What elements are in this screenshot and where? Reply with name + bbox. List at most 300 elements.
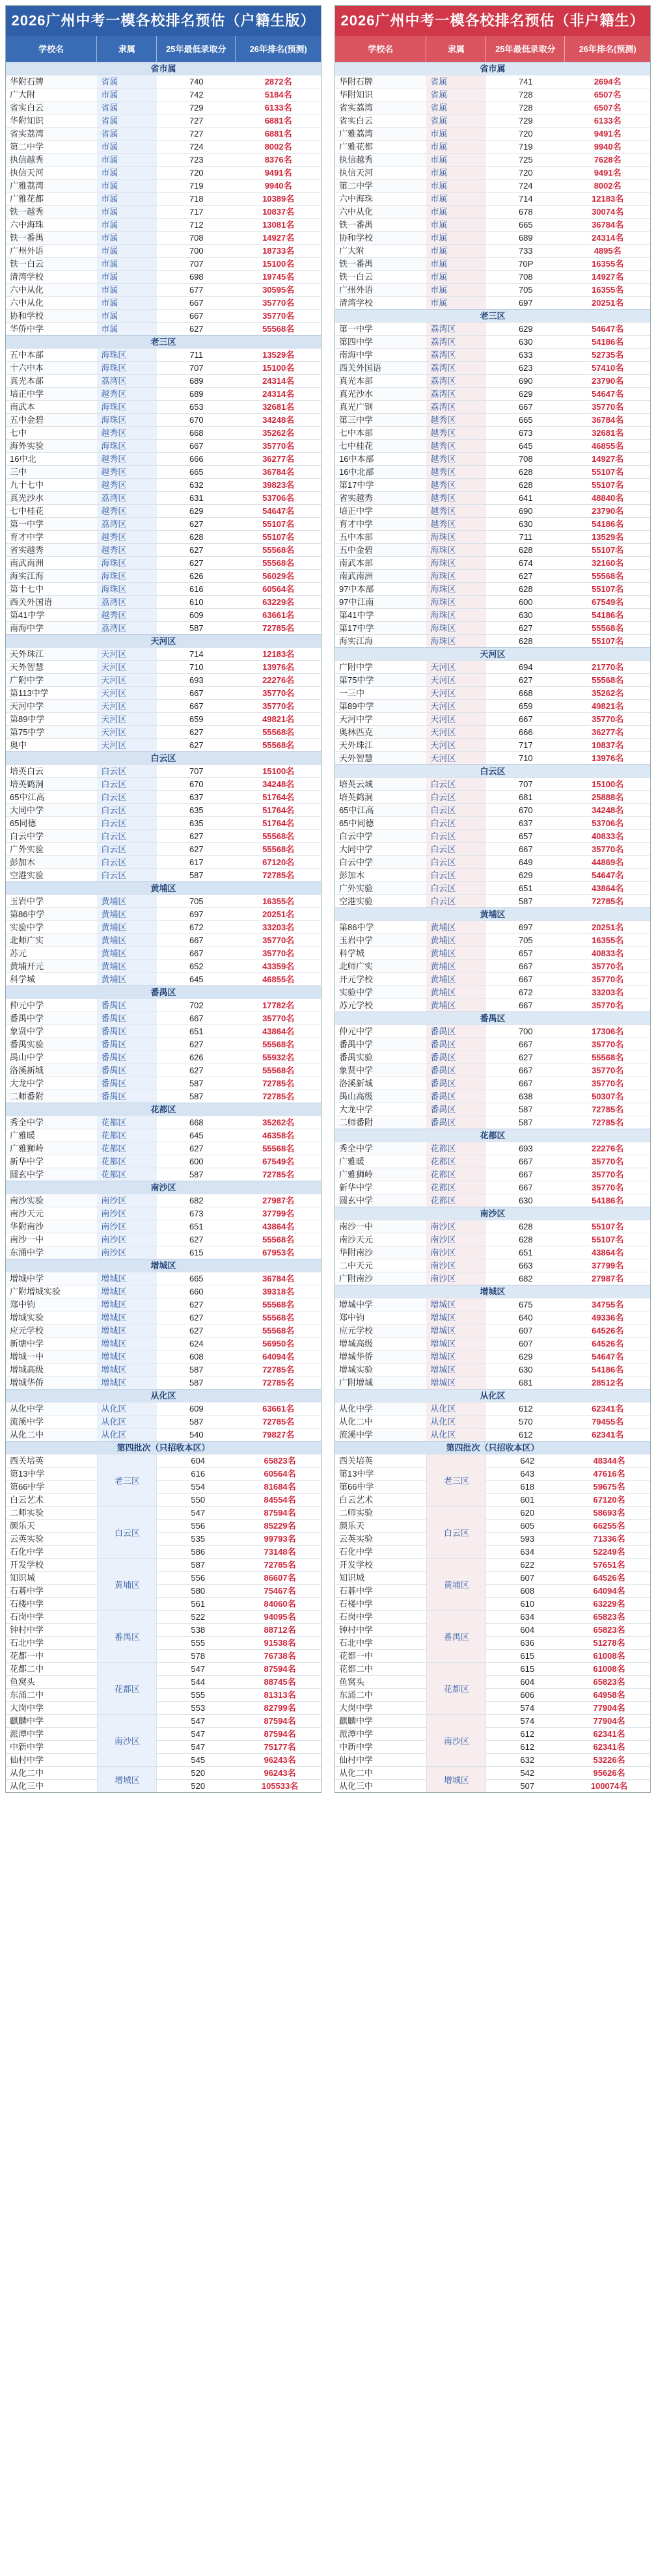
district: 天河区 [97,726,157,738]
school-name: 南海中学 [6,622,97,634]
school-name: 北师广实 [6,934,97,946]
predicted-rank: 6881名 [264,116,292,126]
predicted-rank: 54647名 [592,1352,624,1362]
district: 海珠区 [426,635,486,647]
predicted-rank: 36277名 [592,727,624,737]
district: 越秀区 [426,440,486,452]
table-row [335,986,650,999]
table-row [157,1545,321,1558]
batch-value-col [157,1766,321,1792]
school-name: 白云艺术 [10,1495,44,1505]
school-name: 花都二中 [339,1664,374,1674]
table-row [335,1701,426,1714]
predicted-rank: 66255名 [593,1521,625,1531]
district: 番禺区 [97,1051,157,1064]
min-score: 618 [520,1482,535,1492]
min-score: 707 [189,766,204,776]
batch-value-col [157,1662,321,1714]
school-name: 执信天河 [339,168,374,178]
district: 越秀区 [97,427,157,439]
school-name: 省实越秀 [6,544,97,556]
district: 南沙区 [97,1220,157,1233]
table-row [335,1155,650,1168]
school-name: 开发学校 [339,1560,374,1570]
min-score: 652 [189,961,204,971]
district: 白云区 [426,791,486,803]
school-name: 真光本部 [339,376,374,386]
school-name: 西关培英 [10,1456,44,1466]
school-name: 中新中学 [339,1742,374,1752]
table-row [6,1168,321,1181]
section-header: 番禺区 [6,986,321,999]
district: 荔湾区 [97,492,157,504]
batch-section-header: 第四批次（只招收本区） [335,1441,650,1454]
min-score: 627 [518,571,533,581]
min-score: 667 [518,1040,533,1049]
predicted-rank: 55568名 [262,844,295,854]
district: 天河区 [97,713,157,725]
table-row [335,894,650,907]
min-score: 689 [518,233,533,243]
table-row [6,504,321,517]
school-name: 培英云城 [335,778,426,790]
predicted-rank: 55568名 [262,1040,295,1049]
batch-area: 老三区 [426,1454,486,1506]
district: 番禺区 [97,1090,157,1103]
header-school: 学校名 [335,36,426,62]
school-name: 广雅狮岭 [335,1168,426,1181]
header-district: 隶属 [426,36,486,62]
district: 越秀区 [426,427,486,439]
predicted-rank: 94095名 [264,1612,296,1622]
table-row [335,88,650,101]
min-score: 520 [191,1781,206,1791]
district: 增城区 [97,1376,157,1389]
min-score: 667 [518,402,533,412]
predicted-rank: 2872名 [264,77,292,87]
school-name: 应元学校 [6,1324,97,1337]
district: 白云区 [97,830,157,842]
min-score: 702 [189,1000,204,1010]
school-name: 仙村中学 [339,1755,374,1765]
district: 海珠区 [426,583,486,595]
predicted-rank: 55107名 [592,467,624,477]
school-name: 圆玄中学 [6,1168,97,1181]
min-score: 667 [518,1183,533,1192]
predicted-rank: 10837名 [262,207,295,217]
predicted-rank: 72785名 [262,623,295,633]
district: 市属 [426,232,486,244]
predicted-rank: 105533名 [261,1781,299,1791]
predicted-rank: 35770名 [592,961,624,971]
school-name: 派潭中学 [339,1729,374,1739]
school-name: 新华中学 [10,1157,44,1166]
min-score: 708 [189,233,204,243]
district: 南沙区 [97,1207,157,1220]
min-score: 668 [189,1118,204,1127]
table-row [157,1467,321,1480]
school-name: 花都一中 [339,1651,374,1661]
batch-value-col [157,1558,321,1610]
batch-school-col [335,1610,426,1662]
school-name: 番禺实验 [6,1038,97,1051]
table-row [6,1675,97,1688]
table-row [6,127,321,140]
district: 越秀区 [97,544,157,556]
table-row [6,868,321,881]
school-name: 黄埔开元 [6,960,97,973]
school-name: 流溪中学 [10,1417,44,1427]
batch-school-col [6,1662,97,1714]
school-name: 广外实验 [335,882,426,894]
predicted-rank: 19745名 [262,272,295,282]
school-name: 增城一中 [6,1350,97,1363]
predicted-rank: 46855名 [262,974,295,984]
school-name: 鱼窝头 [10,1677,36,1687]
predicted-rank: 55568名 [262,1313,295,1322]
table-row [157,1779,321,1792]
min-score: 605 [520,1521,535,1531]
table-row [486,1766,650,1779]
min-score: 642 [520,1456,535,1466]
predicted-rank: 55568名 [592,1053,624,1062]
batch-school-col [6,1454,97,1506]
district: 越秀区 [97,453,157,465]
table-row [335,777,650,790]
predicted-rank: 72785名 [262,1417,295,1427]
predicted-rank: 55107名 [262,532,295,542]
predicted-rank: 39823名 [262,480,295,490]
school-name: 铁一越秀 [6,206,97,218]
table-row [6,738,321,751]
predicted-rank: 56029名 [262,571,295,581]
school-name: 华附石牌 [335,75,426,88]
district: 市属 [97,180,157,192]
school-name: 天河中学 [339,714,374,724]
school-name: 培正中学 [6,388,97,400]
school-name: 省实越秀 [335,492,426,504]
school-name: 三中 [6,466,97,478]
predicted-rank: 10837名 [592,740,624,750]
predicted-rank: 55107名 [592,636,624,646]
predicted-rank: 20251名 [592,922,624,932]
district: 海珠区 [426,609,486,621]
district: 天河区 [426,739,486,751]
min-score: 587 [189,1092,204,1101]
predicted-rank: 62341名 [593,1742,625,1752]
predicted-rank: 62341名 [592,1430,624,1440]
school-name: 鱼窝头 [339,1677,365,1687]
predicted-rank: 40833名 [592,831,624,841]
predicted-rank: 9491名 [594,168,622,178]
table-row [335,959,650,973]
predicted-rank: 81313名 [264,1690,296,1700]
predicted-rank: 35262名 [262,428,295,438]
table-row [6,1545,97,1558]
table-row [6,660,321,673]
batch-group [335,1662,650,1714]
district: 白云区 [97,856,157,868]
predicted-rank: 13529名 [262,350,295,360]
district: 荔湾区 [426,375,486,387]
school-name: 花都二中 [10,1664,44,1674]
school-name: 派潭中学 [10,1729,44,1739]
school-name: 清湾学校 [10,272,44,282]
predicted-rank: 88712名 [264,1625,296,1635]
school-name: 白云中学 [6,830,97,842]
table-row [6,543,321,556]
school-name: 大同中学 [339,844,374,854]
min-score: 711 [189,350,204,360]
predicted-rank: 15100名 [592,779,624,789]
table-row [335,725,650,738]
district: 番禺区 [426,1090,486,1103]
school-name: 中新中学 [10,1742,44,1752]
predicted-rank: 64958名 [593,1690,625,1700]
predicted-rank: 99793名 [264,1534,296,1544]
district: 南沙区 [97,1194,157,1207]
district: 南沙区 [97,1246,157,1259]
table-row [335,1116,650,1129]
batch-value-col [157,1610,321,1662]
min-score: 719 [189,181,204,191]
batch-group [335,1454,650,1506]
min-score: 610 [520,1599,535,1609]
table-row [6,920,321,933]
school-name: 铁一白云 [6,258,97,270]
min-score: 651 [518,883,533,893]
min-score: 635 [189,818,204,828]
school-name: 华附石牌 [6,75,97,88]
table-row [6,556,321,569]
predicted-rank: 86607名 [264,1573,296,1583]
district: 增城区 [426,1376,486,1389]
predicted-rank: 65823名 [593,1625,625,1635]
table-row [6,1701,97,1714]
predicted-rank: 54647名 [592,324,624,334]
district: 白云区 [97,869,157,881]
district: 越秀区 [97,609,157,621]
table-row [6,1129,321,1142]
predicted-rank: 35770名 [592,1000,624,1010]
predicted-rank: 27987名 [262,1196,295,1205]
min-score: 620 [520,1508,535,1518]
table-row [335,946,650,959]
min-score: 682 [518,1274,533,1283]
predicted-rank: 72785名 [262,1365,295,1375]
district: 市属 [97,154,157,166]
table-row [335,257,650,270]
table-row [6,764,321,777]
school-name: 科学城 [339,948,365,958]
school-name: 二师实验 [10,1508,44,1518]
predicted-rank: 34755名 [592,1300,624,1309]
predicted-rank: 35770名 [592,1079,624,1088]
predicted-rank: 53706名 [592,818,624,828]
min-score: 665 [189,1274,204,1283]
min-score: 667 [189,441,204,451]
district: 白云区 [426,882,486,894]
batch-value-col [486,1506,650,1558]
min-score: 697 [518,922,533,932]
district: 黄埔区 [426,934,486,946]
table-row [486,1649,650,1662]
min-score: 547 [191,1716,206,1726]
min-score: 609 [189,1404,204,1414]
predicted-rank: 43359名 [262,961,295,971]
min-score: 710 [518,753,533,763]
school-name: 广雅狮岭 [6,1142,97,1155]
min-score: 604 [191,1456,206,1466]
table-row [335,569,650,582]
table-row [335,1662,426,1675]
batch-value-col [486,1610,650,1662]
predicted-rank: 54186名 [592,1365,624,1375]
district: 番禺区 [426,1077,486,1090]
min-score: 630 [518,519,533,529]
table-row [335,1259,650,1272]
school-name: 天河中学 [6,700,97,712]
predicted-rank: 6133名 [594,116,622,126]
section-header: 增城区 [6,1259,321,1272]
school-name: 南武南洲 [10,558,44,568]
predicted-rank: 48344名 [593,1456,625,1466]
table-row [335,973,650,986]
district: 市属 [426,193,486,205]
school-name: 南沙实验 [6,1194,97,1207]
min-score: 587 [189,1079,204,1088]
table-row [335,1558,426,1571]
table-row [157,1714,321,1727]
school-name: 大岗中学 [339,1703,374,1713]
district: 白云区 [97,843,157,855]
table-row [157,1454,321,1467]
table-row [335,751,650,764]
district: 番禺区 [97,1038,157,1051]
school-name: 颜乐天 [10,1521,36,1531]
predicted-rank: 51764名 [262,818,295,828]
district: 海珠区 [97,557,157,569]
table-row [486,1675,650,1688]
district: 天河区 [97,648,157,660]
school-name: 增城高级 [339,1339,374,1348]
predicted-rank: 51764名 [262,805,295,815]
table-row [486,1740,650,1753]
table-row [335,1467,426,1480]
table-row [6,1064,321,1077]
district: 白云区 [426,843,486,855]
predicted-rank: 6507名 [594,90,622,100]
table-row [6,1714,97,1727]
predicted-rank: 32681名 [592,428,624,438]
school-name: 从化二中 [339,1417,374,1427]
predicted-rank: 64094名 [593,1586,625,1596]
district: 市属 [426,271,486,283]
table-row [486,1662,650,1675]
min-score: 553 [191,1703,206,1713]
table-row [6,218,321,231]
district: 黄埔区 [97,947,157,959]
district: 荔湾区 [97,596,157,608]
district: 花都区 [97,1129,157,1142]
school-name: 华附南沙 [335,1246,426,1259]
batch-value-col [157,1506,321,1558]
predicted-rank: 33203名 [262,922,295,932]
min-score: 651 [189,1222,204,1231]
min-score: 608 [189,1352,204,1362]
table-row [335,296,650,309]
table-row [6,1337,321,1350]
table-row [335,1324,650,1337]
table-row [335,127,650,140]
table-row [335,166,650,179]
school-name: 第75中学 [335,674,426,686]
school-name: 广外实验 [10,844,44,854]
table-row [486,1480,650,1493]
school-name: 天外珠江 [6,648,97,660]
school-name: 广大附 [10,90,36,100]
predicted-rank: 55568名 [262,740,295,750]
section-header: 增城区 [335,1285,650,1298]
predicted-rank: 87594名 [264,1508,296,1518]
school-name: 石北中学 [10,1638,44,1648]
table-row [6,387,321,400]
min-score: 540 [189,1430,204,1440]
batch-school-col [335,1714,426,1766]
min-score: 547 [191,1742,206,1752]
school-name: 科学城 [10,974,36,984]
min-score: 587 [518,1105,533,1114]
table-row [6,1519,97,1532]
min-score: 609 [189,610,204,620]
school-name: 铁一番禺 [6,232,97,244]
district: 越秀区 [97,505,157,517]
table-row [6,1376,321,1389]
school-name: 第75中学 [6,726,97,738]
table-row [335,1714,426,1727]
min-score: 677 [189,285,204,295]
table-row [335,517,650,530]
min-score: 653 [189,402,204,412]
min-score: 659 [189,714,204,724]
min-score: 627 [518,675,533,685]
predicted-rank: 44869名 [592,857,624,867]
table-row [6,1506,97,1519]
min-score: 629 [518,389,533,399]
table-row [335,1506,426,1519]
table-row [6,1649,97,1662]
min-score: 670 [518,805,533,815]
min-score: 547 [191,1664,206,1674]
district: 荔湾区 [426,336,486,348]
school-name: 禺山中学 [10,1053,44,1062]
table-row [335,439,650,452]
batch-area: 老三区 [97,1454,157,1506]
predicted-rank: 55568名 [262,545,295,555]
district: 增城区 [426,1311,486,1324]
min-score: 698 [189,272,204,282]
school-name: 东涌二中 [339,1690,374,1700]
table-row [335,803,650,816]
district: 海珠区 [97,362,157,374]
table-row [157,1506,321,1519]
district: 荔湾区 [426,388,486,400]
table-row [335,1779,426,1792]
predicted-rank: 55107名 [592,584,624,594]
table-row [335,1649,426,1662]
predicted-rank: 55107名 [592,545,624,555]
table-row [335,114,650,127]
